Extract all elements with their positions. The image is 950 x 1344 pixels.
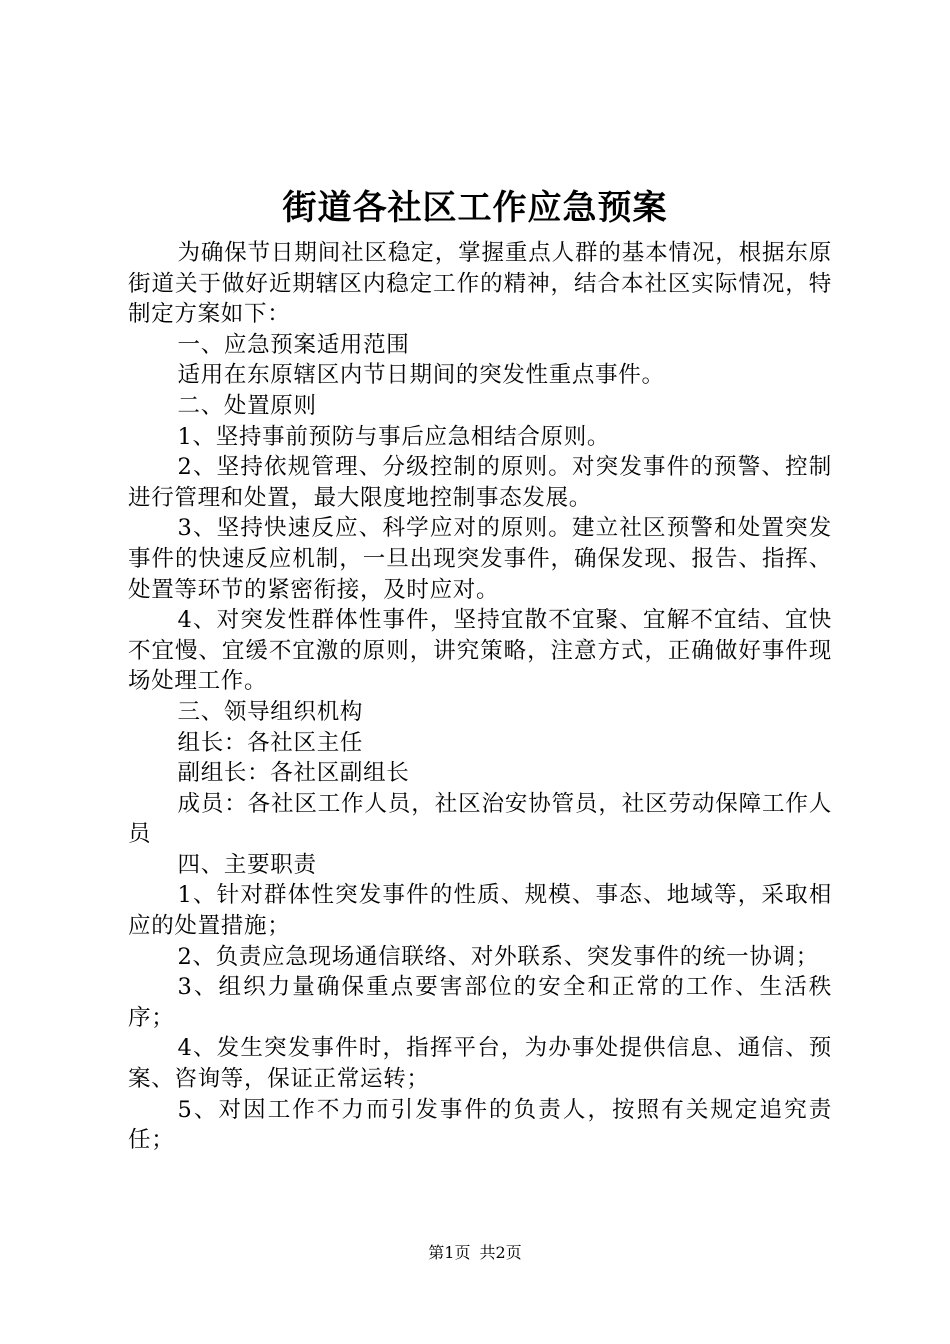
- paragraph: 2、坚持依规管理、分级控制的原则。对突发事件的预警、控制进行管理和处置，最大限度地控制事态发展。: [128, 454, 832, 511]
- page-footer: [0, 1242, 950, 1264]
- document-title: 街道各社区工作应急预案: [282, 188, 668, 228]
- paragraph: 5、对因工作不力而引发事件的负责人，按照有关规定追究责任；: [128, 1096, 832, 1154]
- page-number-current: 第1页: [428, 1243, 471, 1262]
- paragraph: 1、针对群体性突发事件的性质、规模、事态、地域等，采取相应的处置措施；: [128, 882, 832, 940]
- section-heading: 三、领导组织机构: [177, 698, 364, 725]
- paragraph: 成员：各社区工作人员，社区治安协管员，社区劳动保障工作人员: [128, 790, 832, 848]
- paragraph: 为确保节日期间社区稳定，掌握重点人群的基本情况，根据东原街道关于做好近期辖区内稳定工作的精神，结合本社区实际情况，特制定方案如下：: [128, 240, 832, 328]
- document-body: [128, 238, 832, 1156]
- paragraph: 组长：各社区主任: [177, 729, 364, 756]
- paragraph: 适用在东原辖区内节日期间的突发性重点事件。: [177, 362, 665, 389]
- section-heading: 四、主要职责: [177, 851, 317, 878]
- paragraph: 1、坚持事前预防与事后应急相结合原则。: [177, 423, 611, 450]
- section-heading: 一、应急预案适用范围: [177, 331, 410, 358]
- paragraph: 3、组织力量确保重点要害部位的安全和正常的工作、生活秩序；: [128, 974, 832, 1031]
- section-heading: 二、处置原则: [177, 392, 317, 419]
- paragraph: 副组长：各社区副组长: [177, 760, 410, 787]
- paragraph: 2、负责应急现场通信联络、对外联系、突发事件的统一协调；: [177, 943, 819, 970]
- paragraph: 4、发生突发事件时，指挥平台，为办事处提供信息、通信、预案、咨询等，保证正常运转；: [128, 1035, 832, 1093]
- paragraph: 4、对突发性群体性事件，坚持宜散不宜聚、宜解不宜结、宜快不宜慢、宜缓不宜激的原则，讲究策略，注意方式，正确做好事件现场处理工作。: [128, 607, 832, 695]
- paragraph: 3、坚持快速反应、科学应对的原则。建立社区预警和处置突发事件的快速反应机制，一旦出现突发事件，确保发现、报告、指挥、处置等环节的紧密衔接，及时应对。: [128, 515, 832, 603]
- page-number-total: 共2页: [479, 1243, 522, 1262]
